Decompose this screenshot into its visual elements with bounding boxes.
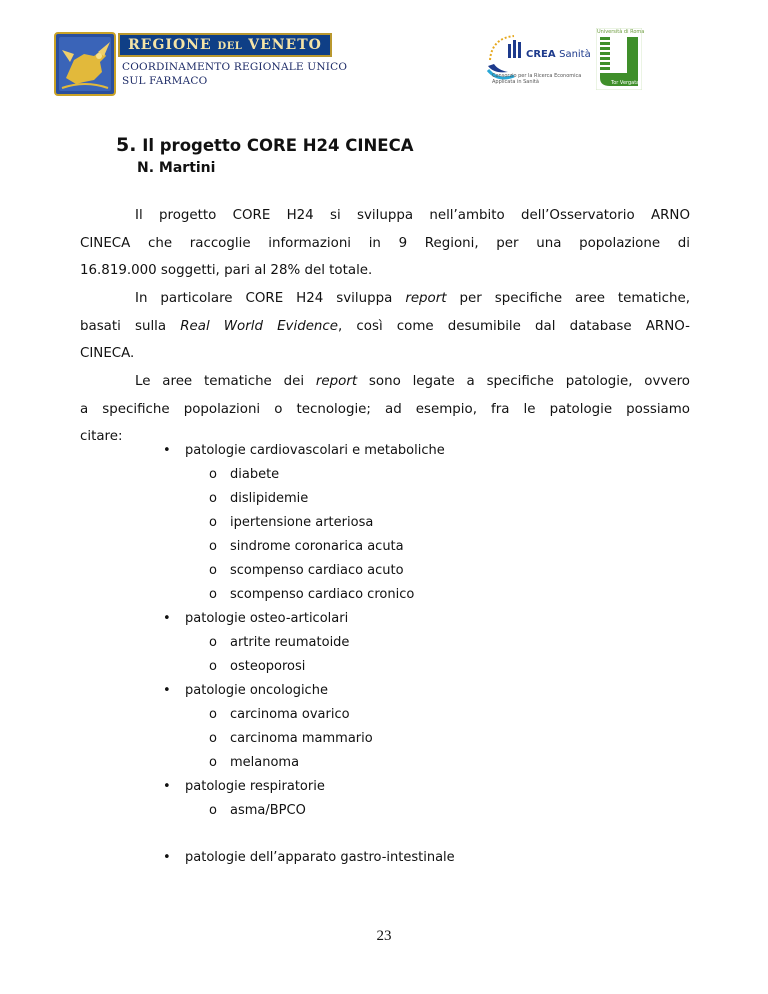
page-number: 23: [376, 928, 392, 944]
paragraph-3-line-1: Le aree tematiche dei report sono legate a specifiche patologie, ovvero: [135, 374, 690, 389]
univ-name: Università di Roma: [597, 29, 645, 35]
coordinamento-line-2: SUL FARMACO: [122, 75, 208, 87]
regione-veneto-lion-logo: [54, 32, 116, 96]
crea-name: CREA Sanità: [526, 49, 591, 60]
section-title: 5. Il progetto CORE H24 CINECA: [116, 134, 414, 156]
paragraph-1-line-1: Il progetto CORE H24 si sviluppa nell’ambito dell’Osservatorio ARNO: [135, 208, 690, 223]
univ-subname: Tor Vergata: [611, 80, 640, 86]
paragraph-1-line-2: CINECA che raccoglie informazioni in 9 Regioni, per una popolazione di: [80, 236, 690, 251]
crea-sub-line-1: Consorzio per la Ricerca Economica: [492, 73, 582, 79]
paragraph-3-line-3: citare:: [80, 429, 123, 444]
paragraph-1-line-3: 16.819.000 soggetti, pari al 28% del totale.: [80, 263, 373, 278]
section-author: N. Martini: [137, 160, 216, 176]
paragraph-3-line-2: a specifiche popolazioni o tecnologie; ad esempio, fra le patologie possiamo: [80, 402, 690, 417]
paragraph-2-line-2: basati sulla Real World Evidence, così come desumibile dal database ARNO-: [80, 319, 690, 334]
paragraph-2-line-3: CINECA.: [80, 346, 135, 361]
crea-sub-line-2: Applicata in Sanità: [492, 79, 539, 85]
regione-veneto-banner: REGIONE DEL VENETO: [118, 33, 332, 57]
coordinamento-line-1: COORDINAMENTO REGIONALE UNICO: [122, 61, 348, 73]
paragraph-2-line-1: In particolare CORE H24 sviluppa report per specifiche aree tematiche,: [135, 291, 690, 306]
